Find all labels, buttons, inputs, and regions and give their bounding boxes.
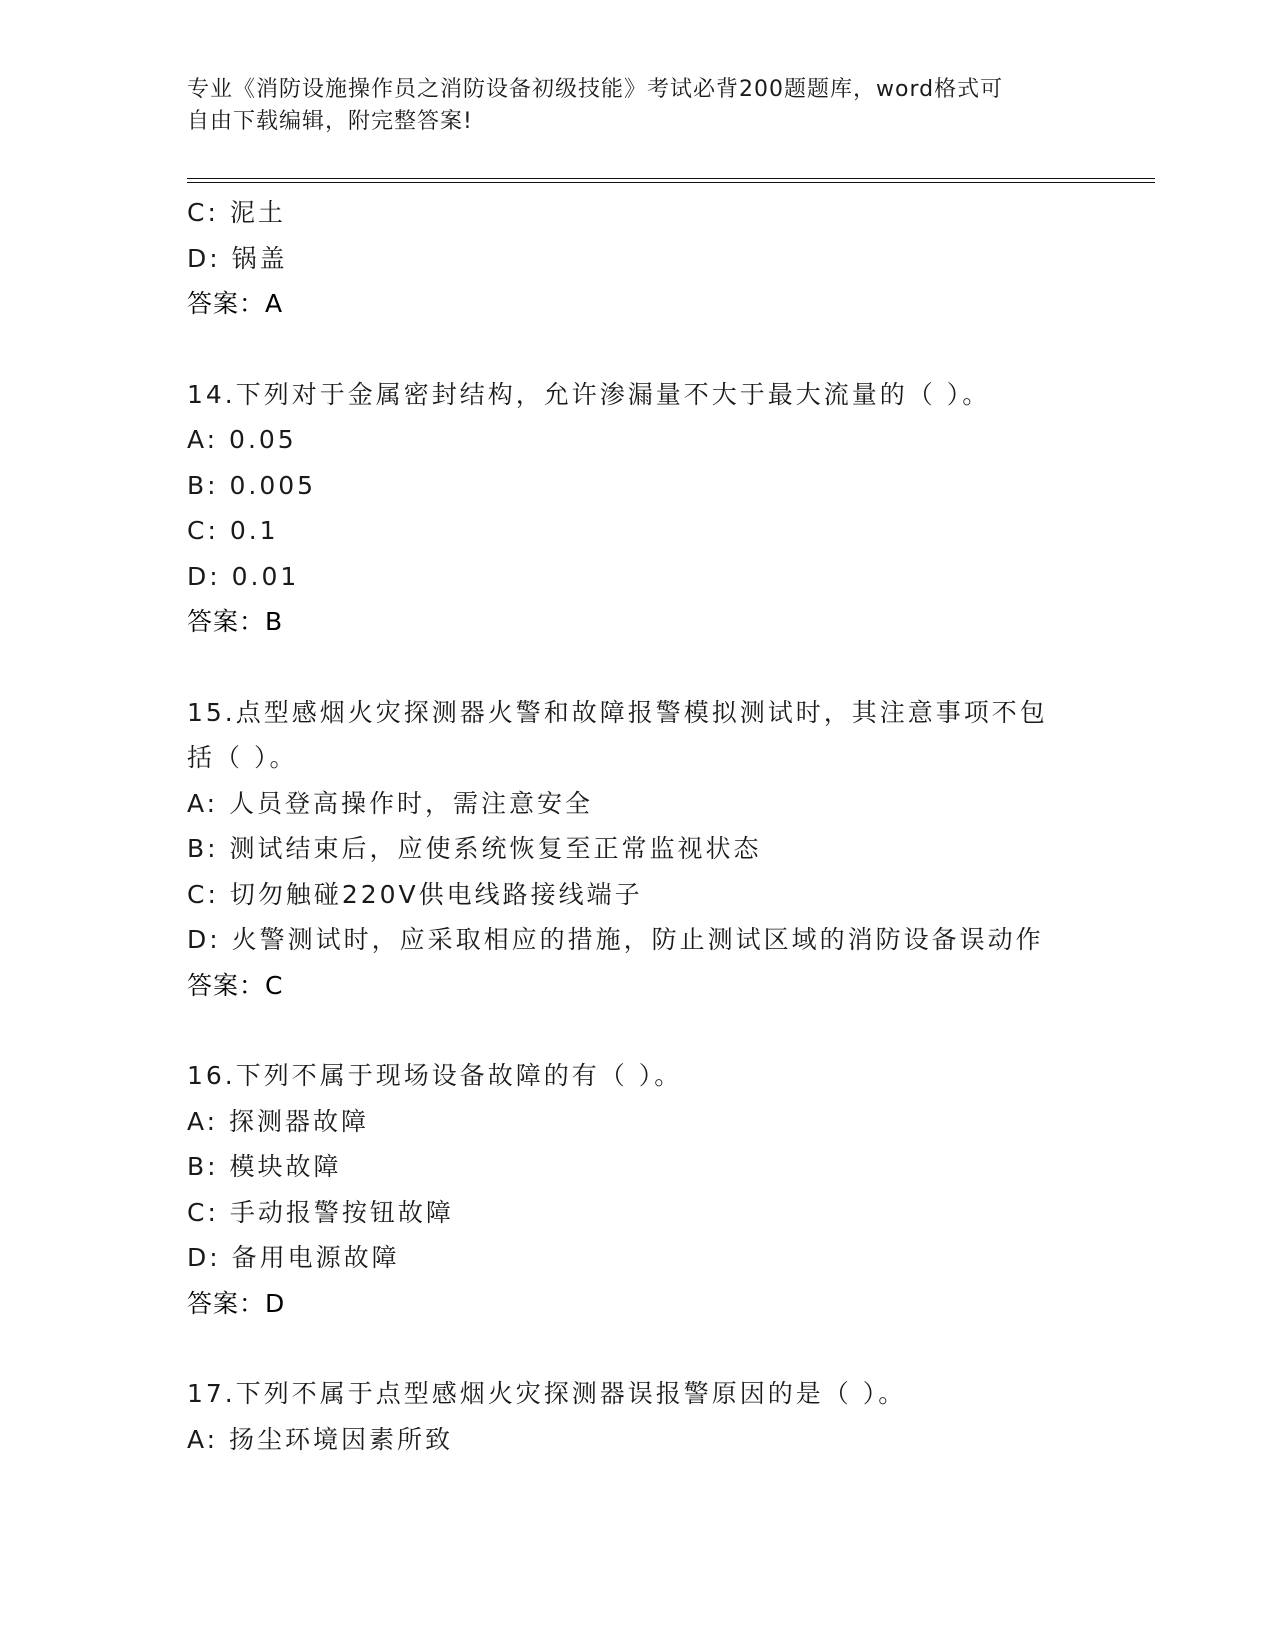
option-d: D: 锅盖 <box>187 243 288 273</box>
option-b: B: 测试结束后，应使系统恢复至正常监视状态 <box>187 834 762 863</box>
option-a: A: 0.05 <box>187 425 297 454</box>
question-stem: 17.下列不属于点型感烟火灾探测器误报警原因的是（ ）。 <box>187 1379 907 1408</box>
question-13-continued <box>187 190 1107 327</box>
spacer <box>187 1326 1107 1371</box>
question-14 <box>187 372 1107 645</box>
answer-value: D <box>265 1288 286 1318</box>
answer-line <box>187 1281 1107 1327</box>
spacer <box>187 327 1107 372</box>
option-b: B: 模块故障 <box>187 1152 342 1181</box>
question-stem-line-2: 括（ ）。 <box>187 743 298 772</box>
answer-value: A <box>265 289 284 318</box>
option-c: C: 0.1 <box>187 516 279 545</box>
answer-label: 答案： <box>187 970 266 1000</box>
option-d: D: 0.01 <box>187 561 300 591</box>
answer-line <box>187 963 1107 1009</box>
answer-label: 答案： <box>187 1288 266 1318</box>
option-c: C: 切勿触碰220V供电线路接线端子 <box>187 879 643 909</box>
question-list <box>187 190 1107 1462</box>
spacer <box>187 645 1107 690</box>
option-a: A: 人员登高操作时，需注意安全 <box>187 788 594 818</box>
option-d: D: 备用电源故障 <box>187 1243 400 1272</box>
header-title-line-1: 专业《消防设施操作员之消防设备初级技能》考试必背200题题库，word格式可 <box>187 77 1004 102</box>
question-16 <box>187 1053 1107 1326</box>
answer-label: 答案： <box>187 289 266 318</box>
question-stem: 14.下列对于金属密封结构，允许渗漏量不大于最大流量的（ ）。 <box>187 379 991 409</box>
option-a: A: 探测器故障 <box>187 1106 370 1136</box>
header-title-line-2: 自由下载编辑，附完整答案! <box>187 109 473 134</box>
answer-value: C <box>265 970 284 1000</box>
option-d: D: 火警测试时，应采取相应的措施，防止测试区域的消防设备误动作 <box>187 925 1044 954</box>
answer-label: 答案： <box>187 607 266 636</box>
question-15 <box>187 690 1107 1009</box>
answer-value: B <box>265 607 284 636</box>
option-c: C: 泥土 <box>187 198 286 227</box>
question-stem: 16.下列不属于现场设备故障的有（ ）。 <box>187 1061 683 1090</box>
answer-line <box>187 599 1107 645</box>
spacer <box>187 1008 1107 1053</box>
answer-line <box>187 281 1107 327</box>
question-stem-line-1: 15.点型感烟火灾探测器火警和故障报警模拟测试时，其注意事项不包 <box>187 697 1048 727</box>
option-c: C: 手动报警按钮故障 <box>187 1197 454 1227</box>
option-a: A: 扬尘环境因素所致 <box>187 1424 454 1454</box>
option-b: B: 0.005 <box>187 470 317 500</box>
page-header <box>187 74 1087 138</box>
header-divider <box>187 178 1155 183</box>
question-17 <box>187 1371 1107 1462</box>
